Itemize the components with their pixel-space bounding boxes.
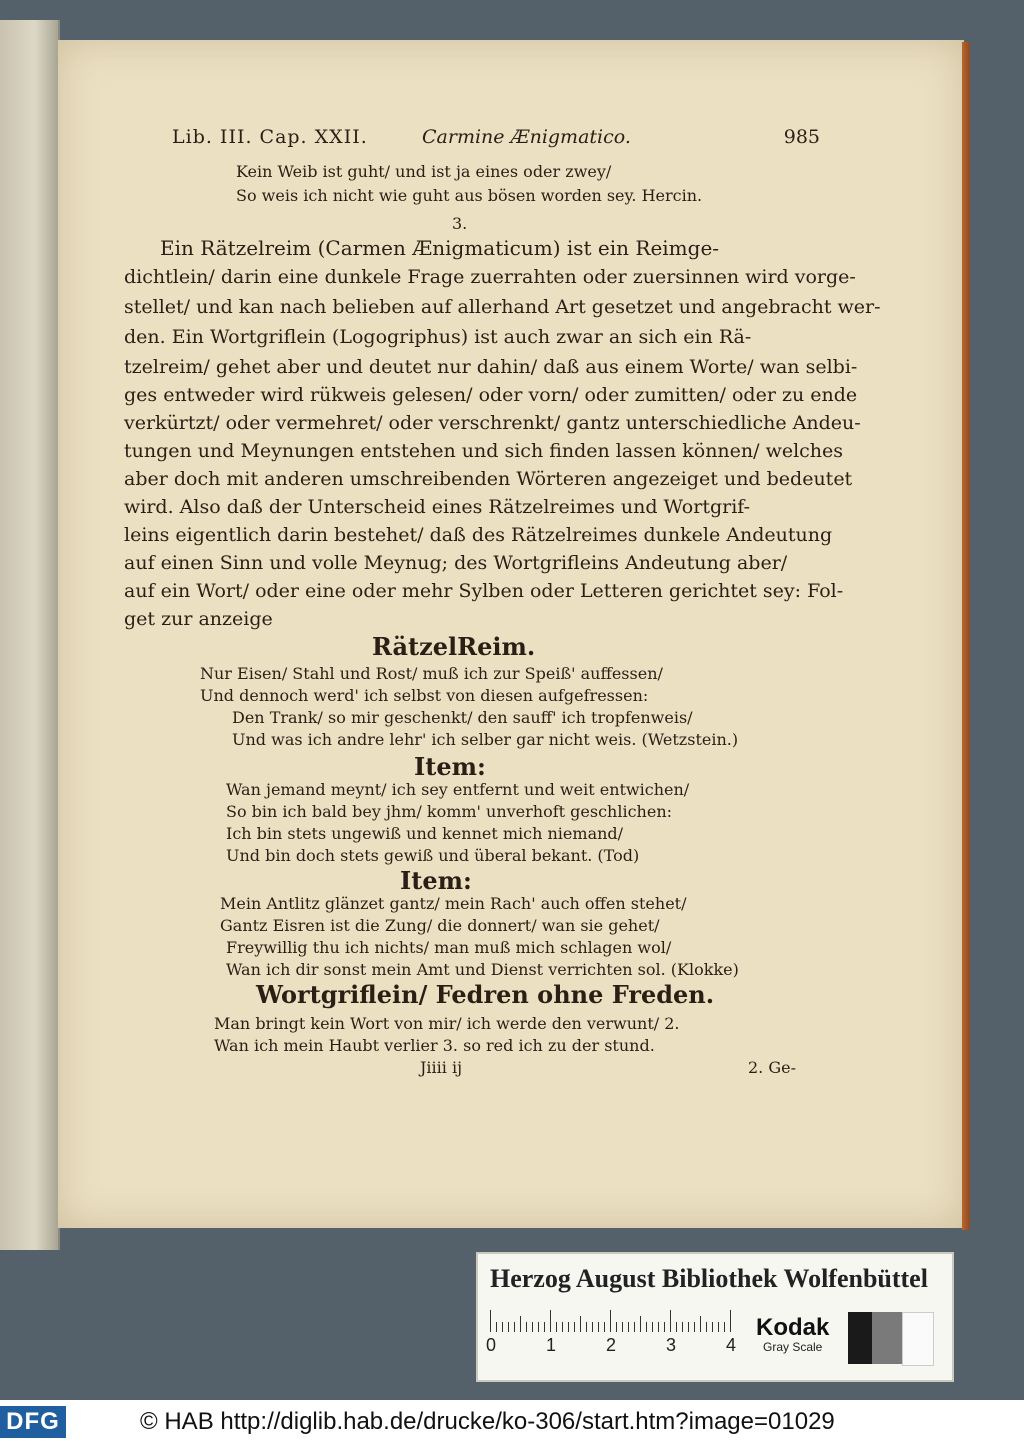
page-number: 985 (783, 126, 820, 148)
paragraph-line: tzelreim/ gehet aber und deutet nur dahin/ daß aus einem Worte/ wan selbi- (124, 356, 858, 378)
ruler (486, 1306, 740, 1355)
poem-line: So bin ich bald bey jhm/ komm' unverhoft geschlichen: (226, 802, 673, 821)
ruler-number: 2 (606, 1335, 617, 1355)
footer-bar (0, 1400, 1024, 1441)
ruler-number: 0 (486, 1335, 497, 1355)
paragraph-line: tungen und Meynungen entstehen und sich finden lassen können/ welches (124, 440, 844, 462)
poem-heading: Wortgriflein/ Fedren ohne Freden. (256, 980, 715, 1009)
ruler-number: 3 (666, 1335, 677, 1355)
kodak-brand: Kodak (756, 1314, 830, 1341)
copyright-link[interactable]: © HAB http://diglib.hab.de/drucke/ko-306/start.htm?image=01029 (140, 1408, 835, 1435)
paragraph-line: auf einen Sinn und volle Meynug; des Wortgrifleins Andeutung aber/ (124, 552, 788, 574)
poem-line: Wan ich dir sonst mein Amt und Dienst verrichten sol. (Klokke) (226, 960, 739, 979)
poem-line: Mein Antlitz glänzet gantz/ mein Rach' auch offen stehet/ (220, 894, 687, 913)
poem-heading: RätzelReim. (372, 632, 536, 661)
top-verse: Kein Weib ist guht/ und ist ja eines oder zwey/ (236, 162, 612, 181)
dfg-logo: DFG (0, 1406, 66, 1438)
paragraph-line: ges entweder wird rükweis gelesen/ oder vorn/ oder zumitten/ oder zu ende (124, 384, 858, 406)
section-number: 3. (452, 214, 468, 233)
poem-line: Und bin doch stets gewiß und überal bekant. (Tod) (226, 846, 640, 865)
paragraph-line: den. Ein Wortgriflein (Logogriphus) ist auch zwar an sich ein Rä- (124, 326, 752, 348)
paragraph-line: wird. Also daß der Unterscheid eines Rätzelreimes und Wortgrif- (124, 496, 751, 518)
ruler-number: 1 (546, 1335, 557, 1355)
paragraph-line: get zur anzeige (124, 608, 273, 630)
poem-line: Nur Eisen/ Stahl und Rost/ muß ich zur Speiß' auffessen/ (200, 664, 663, 683)
gray-scale-label: Gray Scale (763, 1340, 823, 1354)
header-lib: Lib. III. Cap. XXII. (172, 126, 368, 148)
poem-line: Wan jemand meynt/ ich sey entfernt und weit entwichen/ (226, 780, 690, 799)
paragraph-line: dichtlein/ darin eine dunkele Frage zuerrahten oder zuersinnen wird vorge- (124, 266, 856, 288)
top-verse: So weis ich nicht wie guht aus bösen worden sey. Hercin. (236, 186, 703, 205)
running-header (150, 126, 820, 154)
poem-line: Man bringt kein Wort von mir/ ich werde den verwunt/ 2. (214, 1014, 680, 1033)
paragraph-line: verkürtzt/ oder vermehret/ oder verschrenkt/ gantz unterschiedliche Andeu- (124, 412, 861, 434)
ruler-number: 4 (726, 1335, 737, 1355)
header-title: Carmine Ænigmatico. (422, 126, 631, 148)
catchword: 2. Ge- (748, 1058, 797, 1077)
poem-heading: Item: (414, 752, 486, 781)
previous-page-edge (0, 20, 60, 1250)
signature-mark: Jiiii ij (420, 1058, 463, 1077)
poem-line: Wan ich mein Haubt verlier 3. so red ich zu der stund. (214, 1036, 655, 1055)
paragraph-line: leins eigentlich darin bestehet/ daß des Rätzelreimes dunkele Andeutung (124, 524, 833, 546)
gray-swatch-black (848, 1312, 872, 1364)
poem-line: Gantz Eisren ist die Zung/ die donnert/ wan sie gehet/ (220, 916, 660, 935)
poem-line: Ich bin stets ungewiß und kennet mich niemand/ (226, 824, 624, 843)
paragraph-line: stellet/ und kan nach belieben auf allerhand Art gesetzet und angebracht wer- (124, 296, 881, 318)
poem-line: Den Trank/ so mir geschenkt/ den sauff' ich tropfenweis/ (232, 708, 693, 727)
poem-line: Und dennoch werd' ich selbst von diesen aufgefressen: (200, 686, 649, 705)
paragraph-line: aber doch mit anderen umschreibenden Wörteren angezeiget und bedeutet (124, 468, 853, 490)
page-edge (962, 42, 970, 1230)
paragraph-line: Ein Rätzelreim (Carmen Ænigmaticum) ist ein Reimge- (160, 236, 720, 260)
poem-line: Und was ich andre lehr' ich selber gar nicht weis. (Wetzstein.) (232, 730, 739, 749)
library-card (476, 1252, 954, 1382)
paragraph-line: auf ein Wort/ oder eine oder mehr Sylben oder Letteren gerichtet sey: Fol- (124, 580, 844, 602)
library-name: Herzog August Bibliothek Wolfenbüttel (490, 1264, 928, 1293)
poem-heading: Item: (400, 866, 472, 895)
gray-swatch-white (902, 1312, 934, 1366)
poem-line: Freywillig thu ich nichts/ man muß mich schlagen wol/ (226, 938, 672, 957)
gray-swatch-mid (872, 1312, 902, 1364)
